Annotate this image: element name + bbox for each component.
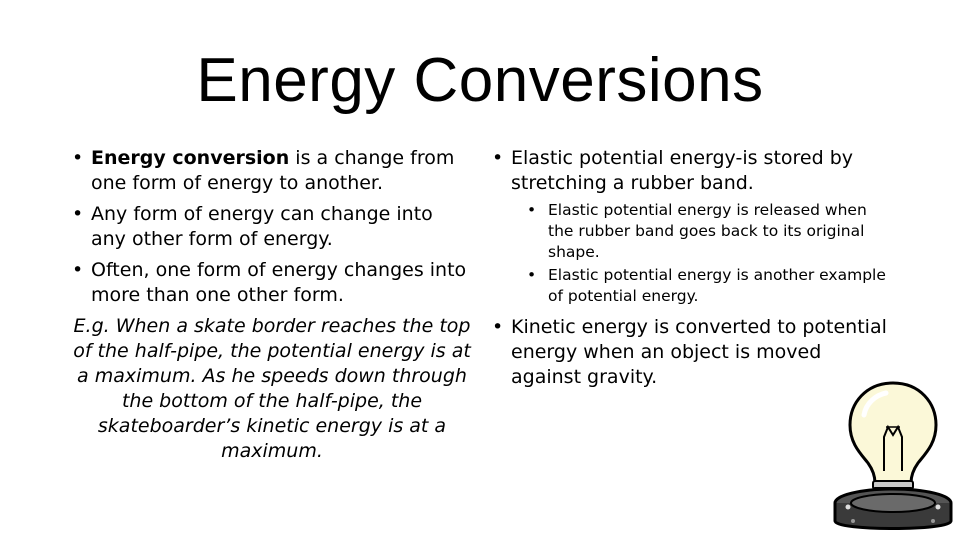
example-text: E.g. When a skate border reaches the top of the half-pipe, the potential energy is at a maximum. As he speeds down through the bottom of the half-pipe, the skateboarder’s kinetic energy is at a maximum.	[73, 315, 471, 462]
bullet-text: Elastic potential energy-is stored by stretching a rubber band.	[511, 147, 853, 194]
bullet-text: Any form of energy can change into any other form of energy.	[91, 203, 433, 250]
left-column	[72, 146, 472, 464]
bullet-text: is a change from one form of energy to another.	[91, 147, 455, 194]
sub-bullet-text: Elastic potential energy is another example of potential energy.	[548, 266, 886, 305]
bullet-text: Often, one form of energy changes into more than one other form.	[91, 259, 467, 306]
sub-bullet-released	[527, 200, 892, 263]
sub-bullet-another-example	[527, 265, 892, 307]
bullet-energy-conversion	[72, 146, 472, 196]
sub-bullet-text: Elastic potential energy is released when the rubber band goes back to its original shape.	[548, 201, 867, 261]
bullet-dot: •	[527, 266, 537, 284]
bullet-dot: •	[72, 203, 84, 225]
bullet-dot: •	[492, 316, 504, 338]
right-column	[492, 146, 892, 390]
bullet-often	[72, 258, 472, 308]
bullet-text: Kinetic energy is converted to potential energy when an object is moved against gravity.	[511, 316, 887, 388]
light-bulb-icon	[828, 375, 958, 535]
bullet-dot: •	[527, 201, 537, 219]
bullet-any-form	[72, 202, 472, 252]
bullet-dot: •	[492, 147, 504, 169]
slide-title: Energy Conversions	[196, 46, 764, 115]
bullet-dot: •	[72, 147, 84, 169]
term-energy-conversion: Energy conversion	[91, 147, 290, 169]
bullet-elastic-potential	[492, 146, 892, 196]
bullet-dot: •	[72, 259, 84, 281]
